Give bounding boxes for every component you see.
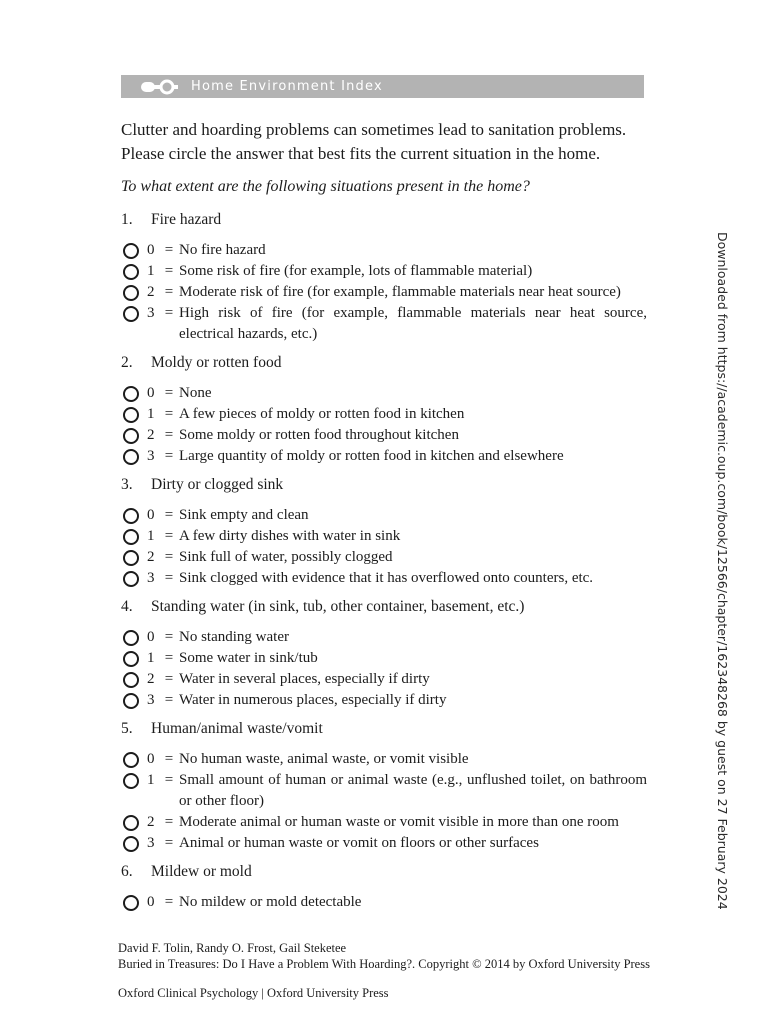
answer-option[interactable] xyxy=(121,282,647,303)
item-number: 6. xyxy=(121,863,133,880)
option-code: 2 xyxy=(147,284,155,300)
item-title: Human/animal waste/vomit xyxy=(151,720,323,737)
answer-option[interactable] xyxy=(121,505,647,526)
equals-sign: = xyxy=(164,528,174,544)
equals-sign: = xyxy=(164,772,174,788)
radio-circle-icon[interactable] xyxy=(123,752,139,768)
equals-sign: = xyxy=(164,242,174,258)
section-title: Home Environment Index xyxy=(191,79,383,94)
item-title: Dirty or clogged sink xyxy=(151,476,284,493)
option-text: Sink empty and clean xyxy=(179,507,309,523)
option-text: Sink full of water, possibly clogged xyxy=(179,549,393,565)
answer-option[interactable] xyxy=(121,770,647,812)
answer-option[interactable] xyxy=(121,833,647,854)
option-code: 2 xyxy=(147,814,155,830)
answer-option[interactable] xyxy=(121,240,647,261)
item-number: 2. xyxy=(121,354,133,371)
equals-sign: = xyxy=(164,406,174,422)
radio-circle-icon[interactable] xyxy=(123,243,139,259)
item-heading xyxy=(121,719,647,739)
radio-circle-icon[interactable] xyxy=(123,630,139,646)
answer-option[interactable] xyxy=(121,404,647,425)
answer-option[interactable] xyxy=(121,669,647,690)
radio-circle-icon[interactable] xyxy=(123,693,139,709)
option-list xyxy=(121,627,647,711)
option-code: 1 xyxy=(147,772,155,788)
answer-option[interactable] xyxy=(121,892,647,913)
radio-circle-icon[interactable] xyxy=(123,815,139,831)
radio-circle-icon[interactable] xyxy=(123,407,139,423)
option-text: No standing water xyxy=(179,629,289,645)
option-text: Some risk of fire (for example, lots of flammable material) xyxy=(179,263,533,279)
equals-sign: = xyxy=(164,692,174,708)
answer-option[interactable] xyxy=(121,526,647,547)
item-heading xyxy=(121,597,647,617)
equals-sign: = xyxy=(164,305,174,321)
item-list xyxy=(121,210,647,913)
radio-circle-icon[interactable] xyxy=(123,773,139,789)
option-text: High risk of fire (for example, flammable materials near heat source, electrical hazards, etc.) xyxy=(179,305,647,342)
option-code: 0 xyxy=(147,751,155,767)
option-list xyxy=(121,383,647,467)
option-text: Water in numerous places, especially if dirty xyxy=(179,692,447,708)
equals-sign: = xyxy=(164,650,174,666)
option-text: Sink clogged with evidence that it has overflowed onto counters, etc. xyxy=(179,570,594,586)
option-list xyxy=(121,240,647,345)
answer-option[interactable] xyxy=(121,261,647,282)
answer-option[interactable] xyxy=(121,425,647,446)
item-section xyxy=(121,353,647,467)
answer-option[interactable] xyxy=(121,446,647,467)
option-code: 2 xyxy=(147,549,155,565)
radio-circle-icon[interactable] xyxy=(123,449,139,465)
option-code: 0 xyxy=(147,507,155,523)
answer-option[interactable] xyxy=(121,690,647,711)
equals-sign: = xyxy=(164,671,174,687)
equals-sign: = xyxy=(164,385,174,401)
radio-circle-icon[interactable] xyxy=(123,285,139,301)
option-code: 1 xyxy=(147,528,155,544)
option-code: 3 xyxy=(147,305,155,321)
option-code: 0 xyxy=(147,242,155,258)
option-code: 2 xyxy=(147,427,155,443)
equals-sign: = xyxy=(164,549,174,565)
item-title: Mildew or mold xyxy=(151,863,252,880)
option-list xyxy=(121,892,647,913)
item-number: 4. xyxy=(121,598,133,615)
equals-sign: = xyxy=(164,284,174,300)
question-prompt: To what extent are the following situations present in the home? xyxy=(121,178,530,195)
equals-sign: = xyxy=(164,629,174,645)
radio-circle-icon[interactable] xyxy=(123,651,139,667)
option-text: No fire hazard xyxy=(179,242,266,258)
option-text: Some water in sink/tub xyxy=(179,650,318,666)
option-code: 0 xyxy=(147,629,155,645)
radio-circle-icon[interactable] xyxy=(123,508,139,524)
header-logo-icon xyxy=(141,79,179,95)
answer-option[interactable] xyxy=(121,749,647,770)
equals-sign: = xyxy=(164,263,174,279)
item-section xyxy=(121,475,647,589)
item-section xyxy=(121,210,647,345)
radio-circle-icon[interactable] xyxy=(123,672,139,688)
option-text: Moderate risk of fire (for example, flammable materials near heat source) xyxy=(179,284,621,300)
radio-circle-icon[interactable] xyxy=(123,550,139,566)
equals-sign: = xyxy=(164,448,174,464)
radio-circle-icon[interactable] xyxy=(123,836,139,852)
radio-circle-icon[interactable] xyxy=(123,386,139,402)
answer-option[interactable] xyxy=(121,648,647,669)
answer-option[interactable] xyxy=(121,383,647,404)
option-text: Small amount of human or animal waste (e.g., unflushed toilet, on bathroom or other floor) xyxy=(179,772,647,809)
answer-option[interactable] xyxy=(121,547,647,568)
equals-sign: = xyxy=(164,507,174,523)
answer-option[interactable] xyxy=(121,627,647,648)
item-heading xyxy=(121,210,647,230)
item-number: 5. xyxy=(121,720,133,737)
footer-brand: Oxford Clinical Psychology | Oxford University Press xyxy=(118,986,389,1000)
equals-sign: = xyxy=(164,427,174,443)
option-code: 0 xyxy=(147,894,155,910)
answer-option[interactable] xyxy=(121,812,647,833)
item-section xyxy=(121,719,647,854)
equals-sign: = xyxy=(164,894,174,910)
option-code: 3 xyxy=(147,448,155,464)
option-code: 3 xyxy=(147,692,155,708)
radio-circle-icon[interactable] xyxy=(123,571,139,587)
option-list xyxy=(121,749,647,854)
option-code: 0 xyxy=(147,385,155,401)
item-number: 3. xyxy=(121,476,133,493)
radio-circle-icon[interactable] xyxy=(123,895,139,911)
intro-text: Clutter and hoarding problems can sometimes lead to sanitation problems. Please circle the answer that best fits the current situation in the home. xyxy=(121,120,627,163)
equals-sign: = xyxy=(164,814,174,830)
item-heading xyxy=(121,475,647,495)
option-code: 1 xyxy=(147,650,155,666)
option-text: No human waste, animal waste, or vomit visible xyxy=(179,751,469,767)
option-code: 1 xyxy=(147,263,155,279)
item-heading xyxy=(121,862,647,882)
option-text: Moderate animal or human waste or vomit visible in more than one room xyxy=(179,814,619,830)
item-title: Moldy or rotten food xyxy=(151,354,282,371)
option-text: None xyxy=(179,385,212,401)
option-text: Animal or human waste or vomit on floors or other surfaces xyxy=(179,835,539,851)
option-code: 2 xyxy=(147,671,155,687)
item-title: Fire hazard xyxy=(151,211,222,228)
option-code: 3 xyxy=(147,835,155,851)
equals-sign: = xyxy=(164,835,174,851)
footer-citation: Buried in Treasures: Do I Have a Problem With Hoarding?. Copyright © 2014 by Oxford University Press xyxy=(118,957,650,971)
radio-circle-icon[interactable] xyxy=(123,428,139,444)
item-heading xyxy=(121,353,647,373)
equals-sign: = xyxy=(164,751,174,767)
item-section xyxy=(121,597,647,711)
option-text: Water in several places, especially if dirty xyxy=(179,671,430,687)
radio-circle-icon[interactable] xyxy=(123,264,139,280)
footer-authors: David F. Tolin, Randy O. Frost, Gail Steketee xyxy=(118,941,347,955)
option-code: 3 xyxy=(147,570,155,586)
option-text: No mildew or mold detectable xyxy=(179,894,362,910)
option-text: Large quantity of moldy or rotten food in kitchen and elsewhere xyxy=(179,448,564,464)
section-header-bar xyxy=(121,75,644,98)
option-text: A few pieces of moldy or rotten food in kitchen xyxy=(179,406,465,422)
option-text: A few dirty dishes with water in sink xyxy=(179,528,401,544)
option-text: Some moldy or rotten food throughout kitchen xyxy=(179,427,459,443)
option-code: 1 xyxy=(147,406,155,422)
item-section xyxy=(121,862,647,913)
page-footer xyxy=(118,940,718,1001)
equals-sign: = xyxy=(164,570,174,586)
item-number: 1. xyxy=(121,211,133,228)
download-notice-text: Downloaded from https://academic.oup.com/book/12566/chapter/162348268 by guest on 27 February 2024 xyxy=(715,232,730,910)
form-content xyxy=(121,118,647,913)
answer-option[interactable] xyxy=(121,568,647,589)
option-list xyxy=(121,505,647,589)
radio-circle-icon[interactable] xyxy=(123,529,139,545)
radio-circle-icon[interactable] xyxy=(123,306,139,322)
item-title: Standing water (in sink, tub, other container, basement, etc.) xyxy=(151,598,525,615)
answer-option[interactable] xyxy=(121,303,647,345)
